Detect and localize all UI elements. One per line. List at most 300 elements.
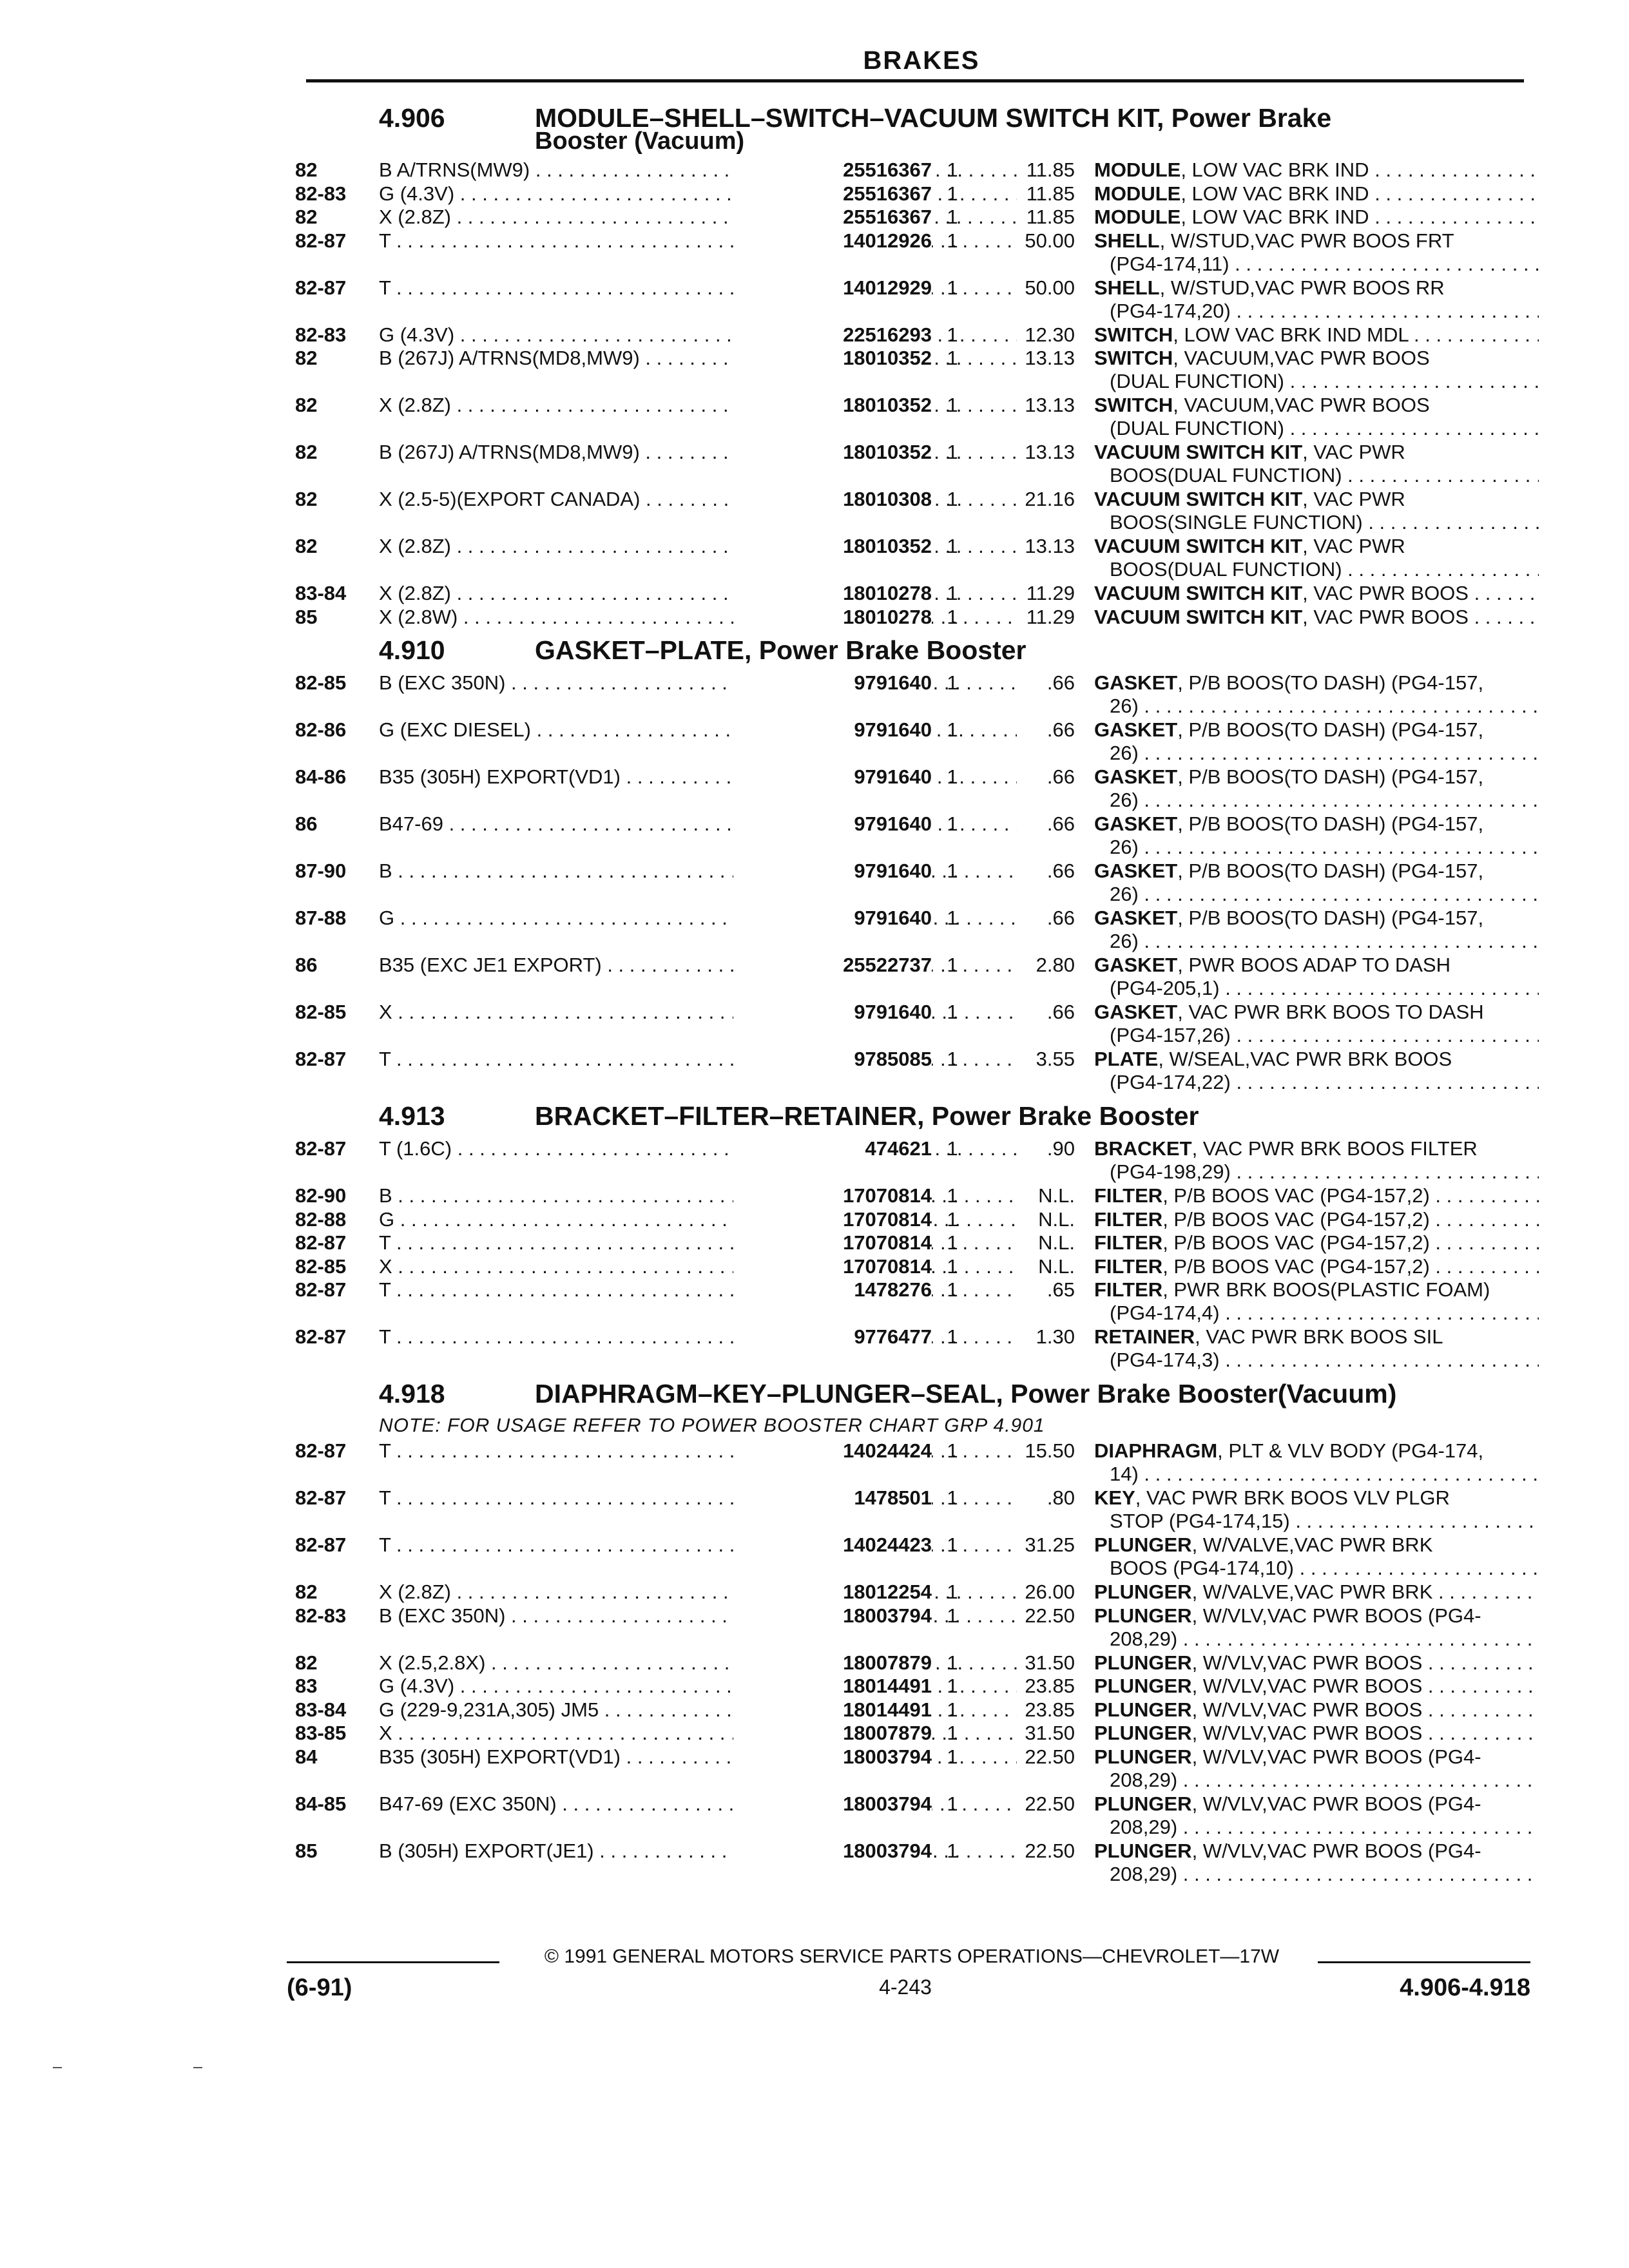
model-years: 82-87 <box>295 1533 347 1556</box>
description-line <box>1094 1651 1539 1675</box>
part-row <box>295 1048 1532 1095</box>
part-name: MODULE <box>1094 182 1181 205</box>
part-description <box>1094 394 1539 440</box>
part-number: 18010278 <box>733 582 932 605</box>
part-number: 18003794 <box>733 1840 932 1863</box>
model-text: B <box>379 860 392 882</box>
price: N.L. <box>1038 1254 1075 1278</box>
description-line <box>1094 159 1539 182</box>
model-text: T <box>379 276 391 299</box>
part-description <box>1094 1255 1539 1278</box>
quantity: 1 <box>947 276 958 299</box>
price: .66 <box>1046 1001 1075 1023</box>
part-number: 474621 <box>733 1137 932 1160</box>
model-years: 82-88 <box>295 1207 347 1231</box>
description-detail: , P/B BOOS(TO DASH) (PG4-157, <box>1177 671 1484 694</box>
description-continued: (PG4-157,26) . . . <box>1094 1024 1539 1047</box>
description-line <box>1094 347 1539 370</box>
price: 11.29 <box>1026 582 1075 604</box>
quantity: 1 <box>947 347 958 369</box>
description-line <box>1094 1137 1539 1160</box>
description-detail: , W/VLV,VAC PWR BOOS (PG4- <box>1191 1839 1481 1862</box>
description-continued: 208,29) . . . <box>1094 1816 1539 1839</box>
part-name: KEY <box>1094 1486 1135 1509</box>
quantity: 1 <box>947 488 958 510</box>
price: .66 <box>1046 860 1075 882</box>
quantity: 1 <box>947 1207 958 1231</box>
part-name: GASKET <box>1094 1001 1178 1023</box>
price: 22.50 <box>1025 1604 1075 1627</box>
page-header-title: BRAKES <box>863 46 980 75</box>
description-detail: , VAC PWR BRK BOOS FILTER <box>1191 1137 1478 1160</box>
description-detail: , VAC PWR BRK BOOS SIL <box>1195 1325 1443 1348</box>
quantity: 1 <box>947 765 958 788</box>
description-detail: , W/VALVE,VAC PWR BRK <box>1191 1533 1433 1556</box>
part-name: PLUNGER <box>1094 1722 1192 1744</box>
description-detail: , VAC PWR BRK BOOS TO DASH <box>1177 1001 1484 1023</box>
quantity: 1 <box>947 394 958 416</box>
part-description <box>1094 1208 1539 1231</box>
description-line <box>1094 441 1539 464</box>
revision-date: (6-91) <box>287 1974 352 2001</box>
part-row <box>295 488 1532 535</box>
quantity: 1 <box>947 1486 958 1509</box>
part-number: 18010352 <box>733 347 932 370</box>
part-number: 25516367 <box>733 182 932 206</box>
price: 1.30 <box>1036 1325 1075 1348</box>
part-number: 14024423 <box>733 1533 932 1557</box>
part-description <box>1094 1581 1539 1604</box>
description-detail: , W/VLV,VAC PWR BOOS (PG4- <box>1191 1745 1481 1768</box>
description-detail: , W/SEAL,VAC PWR BRK BOOS <box>1158 1048 1452 1070</box>
part-name: FILTER <box>1094 1254 1163 1278</box>
model-years: 82-87 <box>295 1231 347 1254</box>
price: N.L. <box>1038 1184 1075 1207</box>
part-name: PLUNGER <box>1094 1792 1192 1815</box>
model-text: T <box>379 1231 391 1254</box>
part-row <box>295 206 1532 229</box>
part-name: FILTER <box>1094 1231 1163 1254</box>
part-description <box>1094 671 1539 718</box>
part-row <box>295 1840 1532 1887</box>
description-line <box>1094 1255 1539 1278</box>
description-line <box>1094 1486 1539 1510</box>
part-description <box>1094 1745 1539 1792</box>
description-continued: (PG4-174,3) . . . <box>1094 1349 1539 1372</box>
description-line <box>1094 582 1539 605</box>
part-name: PLATE <box>1094 1048 1159 1070</box>
model-years: 82-87 <box>295 1278 347 1301</box>
scan-mark <box>53 2067 62 2068</box>
part-row <box>295 1439 1532 1486</box>
description-detail: , P/B BOOS VAC (PG4-157,2) <box>1162 1231 1430 1254</box>
part-description <box>1094 1840 1539 1886</box>
part-name: PLUNGER <box>1094 1651 1192 1674</box>
part-description <box>1094 606 1539 629</box>
part-row <box>295 718 1532 765</box>
quantity: 1 <box>947 582 958 604</box>
description-continued: 26) . . . <box>1094 883 1539 906</box>
description-detail: , PWR BRK BOOS(PLASTIC FOAM) <box>1162 1278 1490 1301</box>
description-detail: , W/VLV,VAC PWR BOOS <box>1191 1675 1423 1697</box>
description-continued: 26) . . . <box>1094 789 1539 812</box>
quantity: 1 <box>947 860 958 882</box>
model-years: 82-83 <box>295 1604 347 1627</box>
description-detail: , W/VALVE,VAC PWR BRK <box>1191 1581 1433 1603</box>
part-row <box>295 1278 1532 1325</box>
model-years: 84 <box>295 1745 318 1768</box>
model-text: T <box>379 1439 391 1462</box>
description-detail: , VAC PWR BOOS <box>1302 582 1469 604</box>
part-name: VACUUM SWITCH KIT <box>1094 488 1303 510</box>
quantity: 1 <box>947 1137 958 1160</box>
description-line <box>1094 276 1539 300</box>
part-number: 9791640 <box>733 907 932 930</box>
description-continued: (PG4-174,4) . . . <box>1094 1302 1539 1325</box>
part-number: 22516293 <box>733 323 932 347</box>
part-number: 1478276 <box>733 1278 932 1302</box>
part-row <box>295 1722 1532 1745</box>
quantity: 1 <box>947 323 958 346</box>
description-line <box>1094 671 1539 695</box>
description-continued: BOOS(DUAL FUNCTION) . . . <box>1094 464 1539 487</box>
description-continued: 208,29) . . . <box>1094 1628 1539 1651</box>
model-years: 87-88 <box>295 907 347 929</box>
model-text: G (229-9,231A,305) JM5 <box>379 1698 599 1721</box>
section-heading <box>295 1097 1532 1137</box>
description-line <box>1094 1439 1539 1463</box>
part-number: 9791640 <box>733 812 932 836</box>
price: 13.13 <box>1025 347 1075 369</box>
part-number: 18012254 <box>733 1581 932 1604</box>
part-row <box>295 1325 1532 1372</box>
description-line <box>1094 1792 1539 1816</box>
model-years: 82-85 <box>295 1254 347 1278</box>
part-row <box>295 1745 1532 1792</box>
part-name: SHELL <box>1094 229 1160 252</box>
part-name: PLUNGER <box>1094 1533 1192 1556</box>
part-row <box>295 535 1532 582</box>
part-row <box>295 1486 1532 1533</box>
description-detail: , P/B BOOS(TO DASH) (PG4-157, <box>1177 812 1484 835</box>
quantity: 1 <box>947 1325 958 1348</box>
price: 22.50 <box>1025 1839 1075 1862</box>
description-line <box>1094 1325 1539 1349</box>
part-number: 18003794 <box>733 1604 932 1628</box>
section-number: 4.918 <box>379 1379 445 1408</box>
description-continued: 208,29) . . . <box>1094 1769 1539 1792</box>
footer-rule-left <box>287 1961 499 1963</box>
part-name: PLUNGER <box>1094 1839 1192 1862</box>
section-heading <box>295 631 1532 671</box>
description-continued: BOOS(SINGLE FUNCTION) . . . <box>1094 511 1539 534</box>
part-number: 14012926 <box>733 229 932 253</box>
part-row <box>295 1255 1532 1279</box>
price: 26.00 <box>1025 1581 1075 1603</box>
description-line <box>1094 606 1539 629</box>
part-row <box>295 1698 1532 1722</box>
part-description <box>1094 1722 1539 1745</box>
part-description <box>1094 1184 1539 1207</box>
page-number: 4-243 <box>879 1975 932 1999</box>
part-row <box>295 347 1532 394</box>
description-line <box>1094 1278 1539 1302</box>
model-text: B (EXC 350N) <box>379 671 506 694</box>
part-description <box>1094 582 1539 605</box>
model-years: 82-87 <box>295 276 347 299</box>
model-text: X (2.8Z) <box>379 535 451 557</box>
part-name: PLUNGER <box>1094 1675 1192 1697</box>
part-number: 18010352 <box>733 535 932 558</box>
description-continued: 26) . . . <box>1094 930 1539 953</box>
price: 23.85 <box>1025 1675 1075 1697</box>
model-years: 82 <box>295 1651 318 1674</box>
quantity: 1 <box>947 718 958 741</box>
description-detail: , W/STUD,VAC PWR BOOS FRT <box>1159 229 1454 252</box>
quantity: 1 <box>947 812 958 835</box>
part-description <box>1094 1675 1539 1698</box>
description-detail: , LOW VAC BRK IND MDL <box>1173 323 1409 346</box>
part-row <box>295 606 1532 629</box>
part-row <box>295 1604 1532 1651</box>
model-years: 83-84 <box>295 582 347 604</box>
model-text: B35 (EXC JE1 EXPORT) <box>379 954 602 976</box>
section-title-continued: Booster (Vacuum) <box>535 128 745 155</box>
part-name: GASKET <box>1094 671 1178 694</box>
price: .65 <box>1046 1278 1075 1301</box>
part-description <box>1094 718 1539 765</box>
model-text: B47-69 <box>379 812 443 835</box>
description-line <box>1094 1048 1539 1071</box>
description-line <box>1094 1745 1539 1769</box>
model-text: B (305H) EXPORT(JE1) <box>379 1839 594 1862</box>
price: .90 <box>1046 1137 1075 1160</box>
part-name: SWITCH <box>1094 347 1173 369</box>
model-text: G (4.3V) <box>379 182 455 205</box>
part-description <box>1094 1604 1539 1651</box>
part-description <box>1094 907 1539 953</box>
quantity: 1 <box>947 535 958 557</box>
part-row <box>295 441 1532 488</box>
price: 23.85 <box>1025 1698 1075 1721</box>
part-description <box>1094 812 1539 859</box>
part-description <box>1094 276 1539 323</box>
description-detail: , LOW VAC BRK IND <box>1181 159 1369 181</box>
description-detail: , LOW VAC BRK IND <box>1181 206 1369 228</box>
description-line <box>1094 1581 1539 1604</box>
part-name: PLUNGER <box>1094 1745 1192 1768</box>
part-number: 9791640 <box>733 1001 932 1024</box>
section-number: 4.906 <box>379 103 445 133</box>
description-continued: BOOS(DUAL FUNCTION) . . . <box>1094 558 1539 581</box>
model-text: T <box>379 1278 391 1301</box>
part-name: GASKET <box>1094 860 1178 882</box>
description-continued: 26) . . . <box>1094 742 1539 765</box>
part-name: GASKET <box>1094 718 1178 741</box>
part-number: 25516367 <box>733 206 932 229</box>
model-text: X (2.8Z) <box>379 582 451 604</box>
quantity: 1 <box>947 605 958 628</box>
price: .66 <box>1046 812 1075 835</box>
part-name: FILTER <box>1094 1278 1163 1301</box>
part-name: VACUUM SWITCH KIT <box>1094 441 1303 463</box>
model-text: T (1.6C) <box>379 1137 452 1160</box>
model-years: 82-83 <box>295 323 347 346</box>
price: 21.16 <box>1025 488 1075 510</box>
model-text: X (2.8Z) <box>379 394 451 416</box>
scan-mark <box>193 2067 202 2068</box>
model-years: 82-83 <box>295 182 347 205</box>
description-line <box>1094 229 1539 253</box>
description-continued: (DUAL FUNCTION) . . . <box>1094 417 1539 440</box>
description-continued: 14) . . . <box>1094 1463 1539 1486</box>
model-text: G <box>379 1207 395 1231</box>
price: 31.25 <box>1025 1533 1075 1556</box>
quantity: 1 <box>947 1604 958 1627</box>
part-name: MODULE <box>1094 206 1181 228</box>
description-line <box>1094 323 1539 347</box>
description-line <box>1094 1698 1539 1722</box>
description-continued: BOOS (PG4-174,10) . . . <box>1094 1557 1539 1580</box>
model-years: 82 <box>295 488 318 510</box>
part-row <box>295 1001 1532 1048</box>
part-row <box>295 1675 1532 1698</box>
model-years: 82-87 <box>295 1048 347 1070</box>
quantity: 1 <box>947 1792 958 1815</box>
part-number: 9785085 <box>733 1048 932 1071</box>
description-line <box>1094 206 1539 229</box>
part-row <box>295 229 1532 276</box>
part-number: 18010352 <box>733 394 932 417</box>
price: 11.85 <box>1026 159 1075 181</box>
part-name: BRACKET <box>1094 1137 1192 1160</box>
description-continued: (PG4-174,22) . . . <box>1094 1071 1539 1094</box>
description-continued: (PG4-174,11) . . . <box>1094 253 1539 276</box>
section-title: BRACKET–FILTER–RETAINER, Power Brake Booster <box>535 1101 1199 1131</box>
model-years: 86 <box>295 812 318 835</box>
description-line <box>1094 1840 1539 1863</box>
model-years: 83-85 <box>295 1722 347 1744</box>
part-row <box>295 765 1532 812</box>
description-detail: , W/VLV,VAC PWR BOOS <box>1191 1651 1423 1674</box>
price: 15.50 <box>1025 1439 1075 1462</box>
price: N.L. <box>1038 1231 1075 1254</box>
model-years: 82 <box>295 535 318 557</box>
part-row <box>295 159 1532 182</box>
part-row <box>295 860 1532 907</box>
price: 13.13 <box>1025 441 1075 463</box>
price: 13.13 <box>1025 394 1075 416</box>
part-name: GASKET <box>1094 765 1178 788</box>
part-row <box>295 1208 1532 1232</box>
part-name: VACUUM SWITCH KIT <box>1094 535 1303 557</box>
price: 11.29 <box>1026 605 1075 628</box>
description-continued: (PG4-198,29) . . . <box>1094 1160 1539 1184</box>
model-years: 82-87 <box>295 1486 347 1509</box>
model-text: B <box>379 1184 392 1207</box>
part-row <box>295 182 1532 206</box>
quantity: 1 <box>947 206 958 228</box>
model-years: 84-85 <box>295 1792 347 1815</box>
part-row <box>295 1651 1532 1675</box>
part-description <box>1094 860 1539 906</box>
quantity: 1 <box>947 229 958 252</box>
part-name: SHELL <box>1094 276 1160 299</box>
part-row <box>295 812 1532 860</box>
part-row <box>295 276 1532 323</box>
part-description <box>1094 441 1539 487</box>
model-text: B A/TRNS(MW9) <box>379 159 530 181</box>
quantity: 1 <box>947 1839 958 1862</box>
model-years: 82-85 <box>295 671 347 694</box>
part-number: 18003794 <box>733 1792 932 1816</box>
part-name: PLUNGER <box>1094 1698 1192 1721</box>
model-text: X <box>379 1001 392 1023</box>
description-detail: , VAC PWR BOOS <box>1302 605 1469 628</box>
model-text: T <box>379 1486 391 1509</box>
model-years: 82 <box>295 159 318 181</box>
part-description <box>1094 182 1539 206</box>
part-name: VACUUM SWITCH KIT <box>1094 582 1303 604</box>
part-description <box>1094 323 1539 347</box>
part-number: 17070814 <box>733 1231 932 1254</box>
description-continued: STOP (PG4-174,15) . . . <box>1094 1510 1539 1533</box>
quantity: 1 <box>947 1278 958 1301</box>
description-line <box>1094 1533 1539 1557</box>
header-rule <box>306 79 1524 82</box>
part-number: 18010308 <box>733 488 932 511</box>
price: 31.50 <box>1025 1722 1075 1744</box>
part-description <box>1094 1486 1539 1533</box>
model-text: B35 (305H) EXPORT(VD1) <box>379 765 621 788</box>
part-row <box>295 1792 1532 1840</box>
model-text: G <box>379 907 395 929</box>
section-heading <box>295 99 1532 159</box>
part-number: 9791640 <box>733 671 932 695</box>
description-line <box>1094 860 1539 883</box>
part-number: 14024424 <box>733 1439 932 1463</box>
description-detail: , P/B BOOS(TO DASH) (PG4-157, <box>1177 765 1484 788</box>
model-years: 87-90 <box>295 860 347 882</box>
description-continued: (PG4-174,20) . . . <box>1094 300 1539 323</box>
part-number: 18003794 <box>733 1745 932 1769</box>
quantity: 1 <box>947 671 958 694</box>
description-line <box>1094 182 1539 206</box>
part-name: GASKET <box>1094 954 1178 976</box>
part-description <box>1094 1698 1539 1722</box>
quantity: 1 <box>947 1439 958 1462</box>
group-range: 4.906-4.918 <box>1400 1974 1530 2001</box>
quantity: 1 <box>947 1254 958 1278</box>
usage-note: NOTE: FOR USAGE REFER TO POWER BOOSTER CHART GRP 4.901 <box>379 1415 1045 1436</box>
part-number: 18014491 <box>733 1698 932 1722</box>
part-number: 9791640 <box>733 765 932 789</box>
part-number: 17070814 <box>733 1184 932 1207</box>
price: .66 <box>1046 671 1075 694</box>
description-line <box>1094 765 1539 789</box>
part-description <box>1094 1001 1539 1047</box>
price: .66 <box>1046 765 1075 788</box>
part-description <box>1094 1325 1539 1372</box>
footer-rule-right <box>1318 1961 1530 1963</box>
description-line <box>1094 954 1539 977</box>
part-name: VACUUM SWITCH KIT <box>1094 605 1303 628</box>
section-title: DIAPHRAGM–KEY–PLUNGER–SEAL, Power Brake Booster(Vacuum) <box>535 1379 1397 1408</box>
description-detail: , W/VLV,VAC PWR BOOS (PG4- <box>1191 1792 1481 1815</box>
part-number: 17070814 <box>733 1208 932 1231</box>
quantity: 1 <box>947 1048 958 1070</box>
part-name: PLUNGER <box>1094 1604 1192 1627</box>
